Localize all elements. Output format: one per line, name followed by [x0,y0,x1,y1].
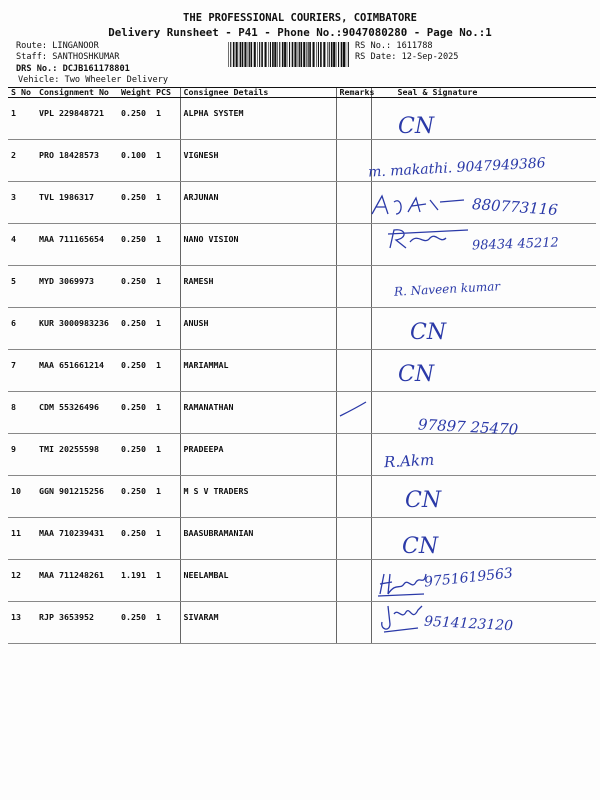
row-consignee: NANO VISION [180,224,336,266]
row-remarks [336,140,371,182]
col-header-remarks: Remarks [336,88,371,98]
signature-11: CN [402,534,439,559]
table-row [8,350,596,392]
row-pcs: 1 [153,182,180,224]
row-sno: 8 [8,392,36,434]
signature-6: CN [410,320,447,345]
row-weight: 0.250 [118,602,153,644]
row-weight: 0.250 [118,308,153,350]
row-sno: 13 [8,602,36,644]
row-weight: 0.250 [118,350,153,392]
row-sno: 11 [8,518,36,560]
row-remarks [336,182,371,224]
signature-8: 97897 25470 [417,415,519,439]
row-pcs: 1 [153,140,180,182]
row-pcs: 1 [153,392,180,434]
signature-10: CN [405,488,442,513]
row-sno: 10 [8,476,36,518]
row-consignee: NEELAMBAL [180,560,336,602]
row-remarks [336,434,371,476]
row-consignment-no: VPL 229848721 [36,98,118,140]
rs-no-label: RS No.: 1611788 [355,41,433,51]
row-pcs: 1 [153,308,180,350]
row-sno: 9 [8,434,36,476]
signature-scribble-13 [378,602,428,634]
row-consignment-no: GGN 901215256 [36,476,118,518]
row-weight: 0.250 [118,518,153,560]
row-consignment-no: TVL 1986317 [36,182,118,224]
vehicle-label: Vehicle: Two Wheeler Delivery [18,75,169,85]
row-sno: 7 [8,350,36,392]
table-row [8,518,596,560]
row-remarks [336,602,371,644]
row-sno: 1 [8,98,36,140]
row-consignee: ANUSH [180,308,336,350]
signature-2: m. makathi. 9047949386 [367,155,547,181]
signature-9: R.Akm [383,450,435,472]
row-weight: 0.250 [118,392,153,434]
row-consignment-no: MAA 710239431 [36,518,118,560]
table-row [8,434,596,476]
signature-1: CN [398,114,435,139]
row-consignee: VIGNESH [180,140,336,182]
col-header-pcs: PCS [153,88,180,98]
row-sno: 4 [8,224,36,266]
row-remarks [336,560,371,602]
col-header-consignment: Consignment No [36,88,118,98]
row-weight: 1.191 [118,560,153,602]
row-remarks [336,98,371,140]
row-remarks [336,350,371,392]
table-row [8,308,596,350]
col-header-signature: Seal & Signature [371,88,596,98]
row-weight: 0.250 [118,224,153,266]
row-consignment-no: MAA 711165654 [36,224,118,266]
table-header-row [8,88,596,98]
col-header-consignee: Consignee Details [180,88,336,98]
row-signature-cell [371,308,596,350]
row-pcs: 1 [153,266,180,308]
row-consignee: PRADEEPA [180,434,336,476]
row-sno: 3 [8,182,36,224]
signature-3: 880773116 [471,195,559,219]
row-weight: 0.250 [118,476,153,518]
row-remarks [336,476,371,518]
row-weight: 0.100 [118,140,153,182]
row-consignee: ALPHA SYSTEM [180,98,336,140]
row-sno: 5 [8,266,36,308]
row-consignee: ARJUNAN [180,182,336,224]
row-consignee: RAMANATHAN [180,392,336,434]
barcode-image [228,42,352,67]
row-remarks [336,518,371,560]
row-consignee: BAASUBRAMANIAN [180,518,336,560]
runsheet-subtitle: Delivery Runsheet - P41 - Phone No.:9047080280 - Page No.:1 [108,26,492,39]
row-pcs: 1 [153,518,180,560]
rs-date-label: RS Date: 12-Sep-2025 [355,52,459,62]
row-consignee: SIVARAM [180,602,336,644]
row-consignment-no: KUR 3000983236 [36,308,118,350]
signature-4: 98434 45212 [471,235,560,254]
row-pcs: 1 [153,98,180,140]
row-pcs: 1 [153,350,180,392]
signature-scribble-12 [376,568,428,598]
row-consignment-no: TMI 20255598 [36,434,118,476]
row-consignment-no: MYD 3069973 [36,266,118,308]
row-pcs: 1 [153,476,180,518]
row-consignment-no: PRO 18428573 [36,140,118,182]
signature-7: CN [398,362,435,387]
signature-scribble-3 [368,192,468,220]
row-pcs: 1 [153,224,180,266]
row-consignment-no: CDM 55326496 [36,392,118,434]
row-sno: 2 [8,140,36,182]
table-row [8,98,596,140]
row-consignee: MARIAMMAL [180,350,336,392]
table-row [8,266,596,308]
row-weight: 0.250 [118,434,153,476]
row-sno: 12 [8,560,36,602]
route-label: Route: LINGANOOR [16,41,99,51]
pen-mark-8 [338,400,368,418]
signature-12: 9751619563 [423,565,514,591]
signature-5: R. Naveen kumar [393,279,501,299]
row-pcs: 1 [153,602,180,644]
row-remarks [336,266,371,308]
row-consignment-no: RJP 3653952 [36,602,118,644]
row-consignment-no: MAA 711248261 [36,560,118,602]
row-weight: 0.250 [118,98,153,140]
signature-scribble-4 [384,226,474,252]
row-remarks [336,308,371,350]
row-consignee: RAMESH [180,266,336,308]
row-pcs: 1 [153,560,180,602]
row-pcs: 1 [153,434,180,476]
drs-label: DRS No.: DCJB161178801 [16,64,130,74]
row-sno: 6 [8,308,36,350]
row-weight: 0.250 [118,182,153,224]
col-header-sno: S No [8,88,36,98]
staff-label: Staff: SANTHOSHKUMAR [16,52,120,62]
row-consignee: M S V TRADERS [180,476,336,518]
signature-13: 9514123120 [423,613,514,635]
col-header-weight: Weight [118,88,153,98]
row-remarks [336,224,371,266]
row-weight: 0.250 [118,266,153,308]
table-row [8,476,596,518]
runsheet-title: THE PROFESSIONAL COURIERS, COIMBATORE [183,12,417,24]
row-consignment-no: MAA 651661214 [36,350,118,392]
